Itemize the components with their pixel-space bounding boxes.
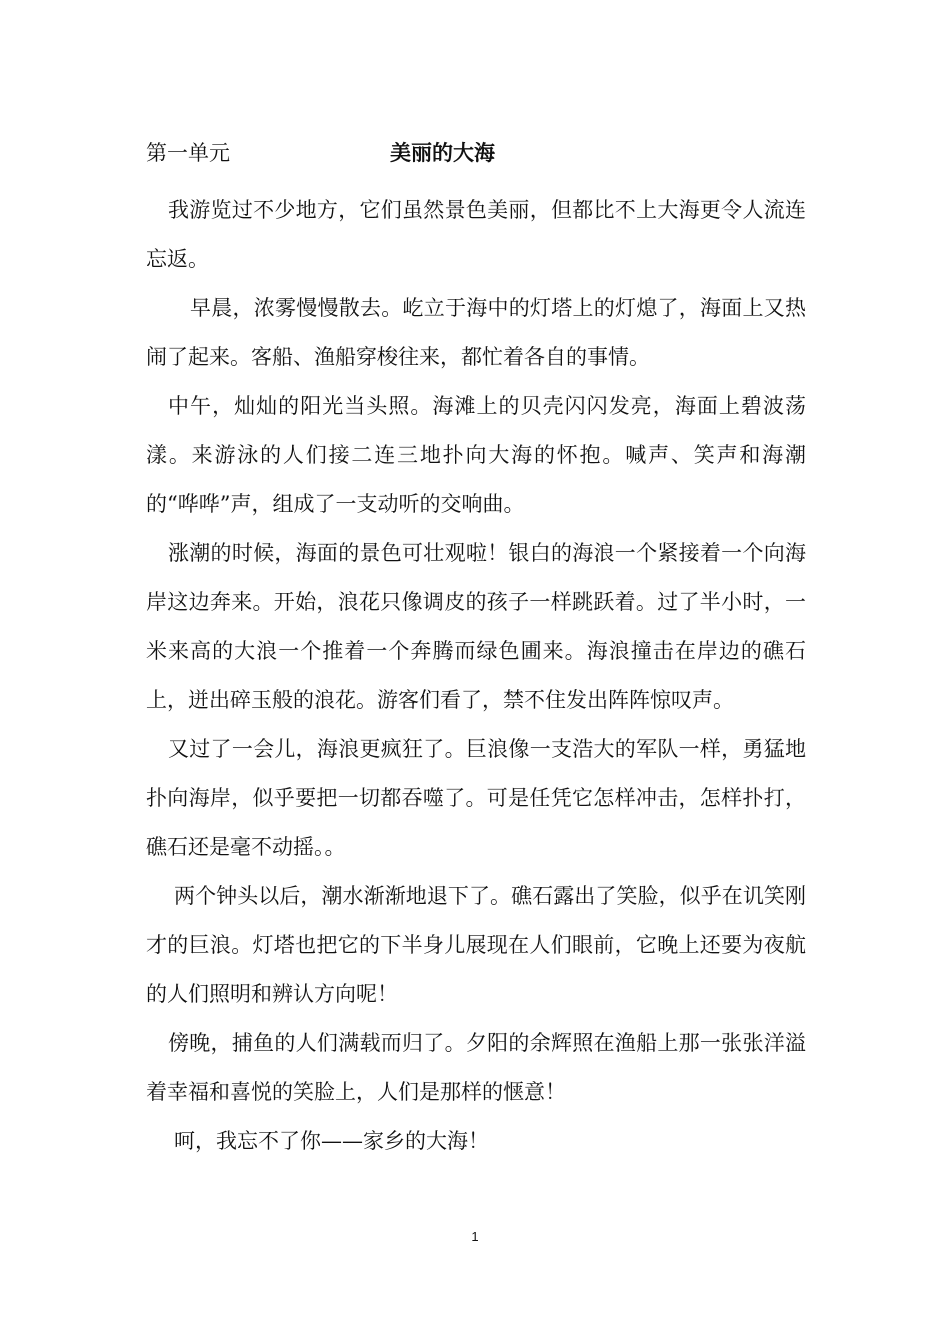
unit-label: 第一单元 bbox=[146, 141, 230, 165]
paragraph-evening: 傍晚，捕鱼的人们满载而归了。夕阳的余辉照在渔船上那一张张洋溢着幸福和喜悦的笑脸上，人们是那样的惬意！ bbox=[146, 1031, 806, 1104]
paragraph-morning: 早晨，浓雾慢慢散去。屹立于海中的灯塔上的灯熄了，海面上又热闹了起来。客船、渔船穿梭往来，都忙着各自的事情。 bbox=[146, 296, 806, 369]
essay-body bbox=[146, 186, 806, 1166]
paragraph-noon: 中午，灿灿的阳光当头照。海滩上的贝壳闪闪发亮，海面上碧波荡漾。来游泳的人们接二连三地扑向大海的怀抱。喊声、笑声和海潮的“哗哗”声，组成了一支动听的交响曲。 bbox=[146, 394, 806, 516]
paragraph-intro: 我游览过不少地方，它们虽然景色美丽，但都比不上大海更令人流连忘返。 bbox=[146, 198, 806, 271]
essay-title: 美丽的大海 bbox=[390, 140, 495, 165]
page-number: 1 bbox=[471, 1229, 479, 1244]
paragraph-closing: 呵，我忘不了你——家乡的大海！ bbox=[174, 1129, 489, 1153]
paragraph-waves: 又过了一会儿，海浪更疯狂了。巨浪像一支浩大的军队一样，勇猛地扑向海岸，似乎要把一切都吞噬了。可是任凭它怎样冲击，怎样扑打，礁石还是毫不动摇。。 bbox=[146, 737, 806, 859]
paragraph-ebb-tide: 两个钟头以后，潮水渐渐地退下了。礁石露出了笑脸，似乎在讥笑刚才的巨浪。灯塔也把它的下半身儿展现在人们眼前，它晚上还要为夜航的人们照明和辨认方向呢！ bbox=[146, 884, 806, 1006]
paragraph-high-tide: 涨潮的时候，海面的景色可壮观啦！银白的海浪一个紧接着一个向海岸这边奔来。开始，浪花只像调皮的孩子一样跳跃着。过了半小时，一米来高的大浪一个推着一个奔腾而绿色圃来。海浪撞击在岸边的礁石上，迸出碎玉般的浪花。游客们看了，禁不住发出阵阵惊叹声。 bbox=[146, 541, 806, 712]
page-header bbox=[146, 136, 806, 170]
